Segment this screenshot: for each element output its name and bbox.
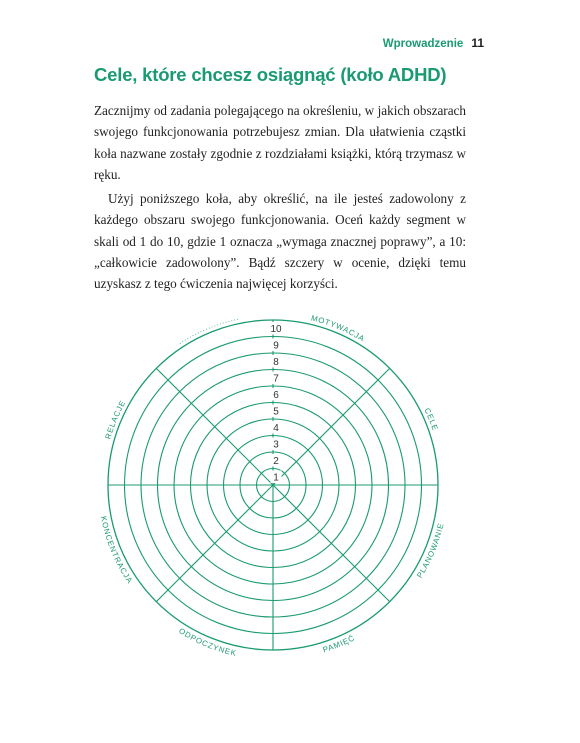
paragraph: Zacznijmy od zadania polegającego na określeniu, w jakich obszarach swojego funkcjonowania potrzebujesz zmian. Dla ułatwienia cząstki koła nazwane zostały zgodnie z rozdziałami książki, którą trzymasz w ręku.	[94, 103, 466, 182]
scale-label: 6	[273, 390, 279, 401]
scale-label: 4	[273, 423, 279, 434]
page-number: 11	[471, 36, 484, 50]
scale-label: 3	[273, 439, 279, 451]
page-title: Cele, które chcesz osiągnąć (koło ADHD)	[94, 64, 447, 85]
wheel-segment-label: MOTYWACJA	[310, 313, 367, 344]
wheel-segment-label: KONCENTRACJA	[98, 515, 135, 586]
scale-label: 1	[273, 472, 279, 484]
scale-label: 2	[273, 456, 279, 467]
wheel-segment-label: ......................	[175, 312, 240, 346]
wheel-spokes	[108, 320, 438, 650]
paragraph: Użyj poniższego koła, aby określić, na ile jesteś zadowolony z każdego obszaru swojego funkcjonowania. Oceń każdy segment w skali od 1 do 10, gdzie 1 oznacza „wymaga znacznej poprawy”, a 10: „całkowicie zadowolony”. Bądź szczery w ocenie, dzięki temu uzyskasz z tego ćwiczenia najwięcej korzyści.	[94, 191, 466, 292]
wheel-segment-label: RELACJE	[103, 398, 128, 441]
scale-label: 7	[273, 373, 279, 385]
section-title: Wprowadzenie	[382, 38, 464, 50]
wheel-segment-label: ODPOCZYNEK	[177, 626, 238, 659]
scale-label: 5	[273, 406, 279, 418]
scale-label: 8	[273, 357, 279, 368]
wheel-segment-label: PAMIĘĆ	[321, 633, 357, 655]
wheel-segment-label: CELE	[422, 406, 440, 433]
scale-label: 9	[273, 340, 279, 352]
scale-label: 10	[270, 324, 282, 335]
wheel-segment-label: PLANOWANIE	[414, 521, 446, 580]
